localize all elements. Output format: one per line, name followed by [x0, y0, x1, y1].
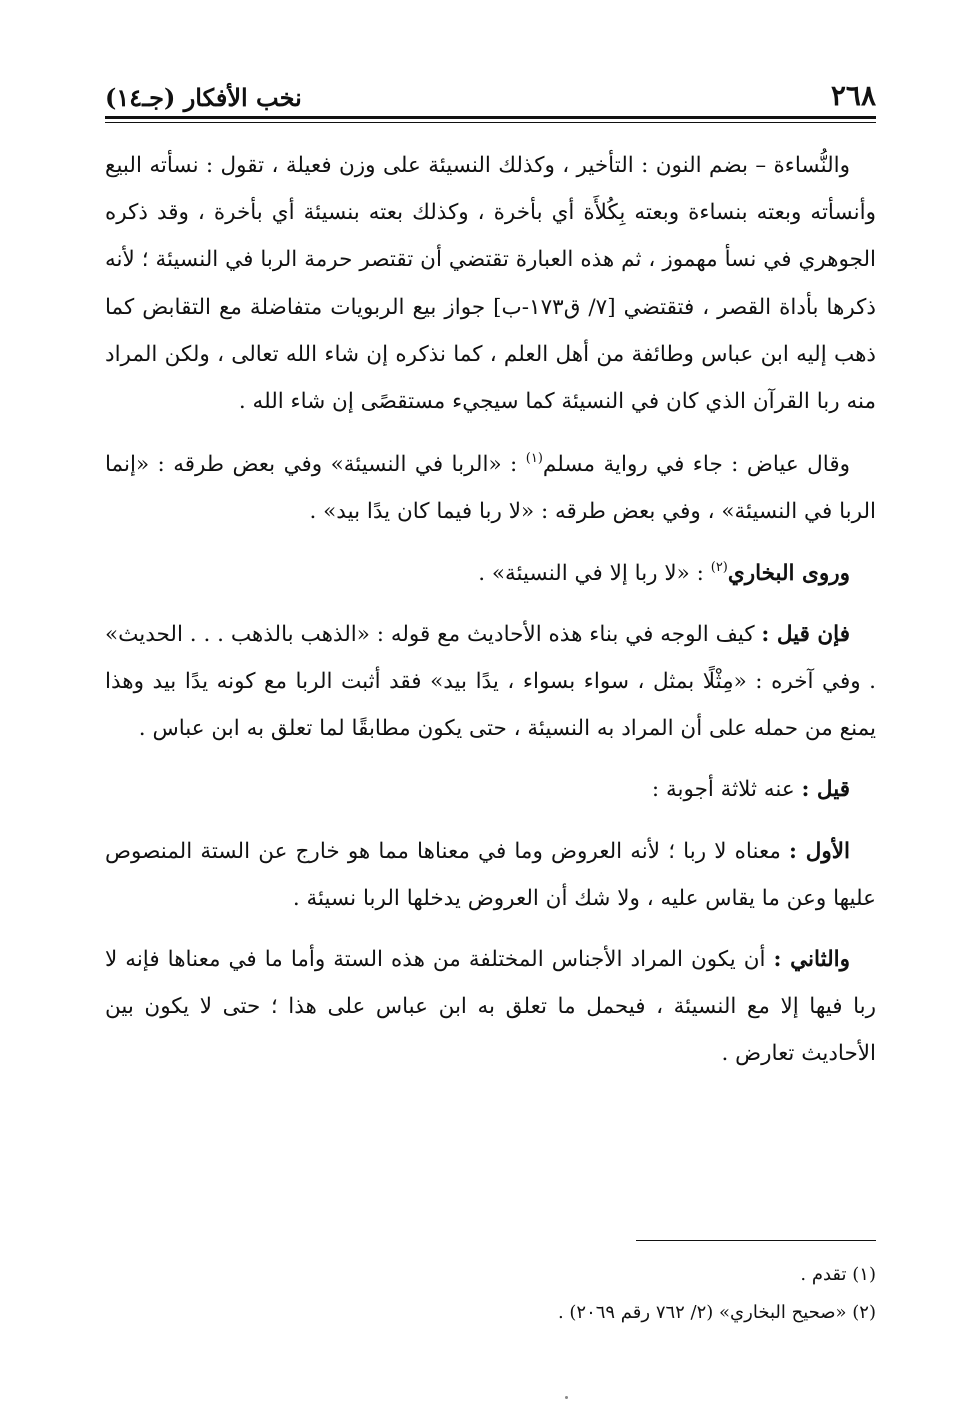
paragraph-text-continued: : «لا ربا إلا في النسيئة» . [478, 560, 711, 586]
paragraph-lead: وروى البخاري [727, 560, 850, 586]
paragraph-lead: والثاني : [773, 947, 850, 973]
paragraph [105, 936, 876, 1078]
paragraph-text: عنه ثلاثة أجوبة : [651, 777, 802, 803]
paragraph-text: معناه لا ربا ؛ لأنه العروض وما في معناها مما هو خارج عن الستة المنصوص عليها وعن ما يقاس عليه ، ولا شك أن العروض يدخلها الربا نسيئة . [105, 838, 876, 911]
book-title: نخب الأفكار (جـ١٤) [105, 83, 302, 112]
paragraph [105, 828, 876, 922]
footnotes [105, 1256, 876, 1332]
paragraph-lead: قيل : [801, 777, 850, 803]
scan-speck [565, 1396, 568, 1399]
paragraph-text-continued: : «الربا في النسيئة» وفي بعض طرقه : «إنما الربا في النسيئة» ، وفي بعض طرقه : «لا ربا فيما كان يدًا بيد» . [105, 452, 876, 525]
header-rule-thick [105, 116, 876, 119]
page-header [105, 64, 876, 112]
paragraph-text: والنُّساءة – بضم النون : التأخير ، وكذلك النسيئة على وزن فعيلة ، تقول : نسأته البيع وأنسأته وبعته بنساءة وبعته بِكُلأَة أي بأخرة ، وكذلك بعته بنسيئة أي بأخرة ، وقد ذكره الجوهري في نسأ مهموز ، ثم هذه العبارة تقتضي أن تقتصر حرمة الربا في النسيئة ؛ لأنه ذكرها بأداة القصر ، فتقتضي [٧/ ق١٧٣-ب] جواز بيع الربويات متفاضلة مع التقابض كما ذهب إليه ابن عباس وطائفة من أهل العلم ، كما نذكره إن شاء الله تعالى ، ولكن المراد منه ربا القرآن الذي كان في النسيئة كما سيجيء مستقصًى إن شاء الله . [105, 153, 876, 415]
paragraph-text: أن يكون المراد الأجناس المختلفة من هذه الستة وأما ما في معناها فإنه لا ربا فيها إلا مع النسيئة ، فيحمل ما تعلق به ابن عباس على هذا ؛ حتى لا يكون بين الأحاديث تعارض . [105, 947, 876, 1067]
paragraph-lead: الأول : [789, 838, 850, 864]
paragraph [105, 611, 876, 753]
paragraph [105, 550, 876, 597]
footnote: (١) تقدم . [800, 1264, 876, 1285]
paragraph [105, 142, 876, 425]
paragraph-text: وقال عياض : جاء في رواية مسلم [542, 452, 851, 478]
paragraph [105, 441, 876, 535]
footnote: (٢) «صحيح البخاري» (٢/ ٧٦٢ رقم ٢٠٦٩) . [557, 1302, 876, 1323]
footnote-ref: (١) [525, 451, 543, 467]
paragraph-text: كيف الوجه في بناء هذه الأحاديث مع قوله : «الذهب بالذهب . . . الحديث» . وفي آخره : «مِثْلًا بمثل ، سواء بسواء ، يدًا بيد» فقد أثبت الربا مع كونه يدًا بيد وهذا يمنع من حمله على أن المراد به النسيئة ، حتى يكون مطابقًا لما تعلق به ابن عباس . [105, 621, 876, 742]
footnote-separator [636, 1240, 876, 1241]
main-text [105, 142, 876, 1092]
header-rule-thin [105, 122, 876, 123]
paragraph [105, 766, 876, 813]
page-number: ٢٦٨ [830, 79, 876, 112]
footnote-ref: (٢) [710, 559, 728, 575]
paragraph-lead: فإن قيل : [761, 621, 850, 647]
